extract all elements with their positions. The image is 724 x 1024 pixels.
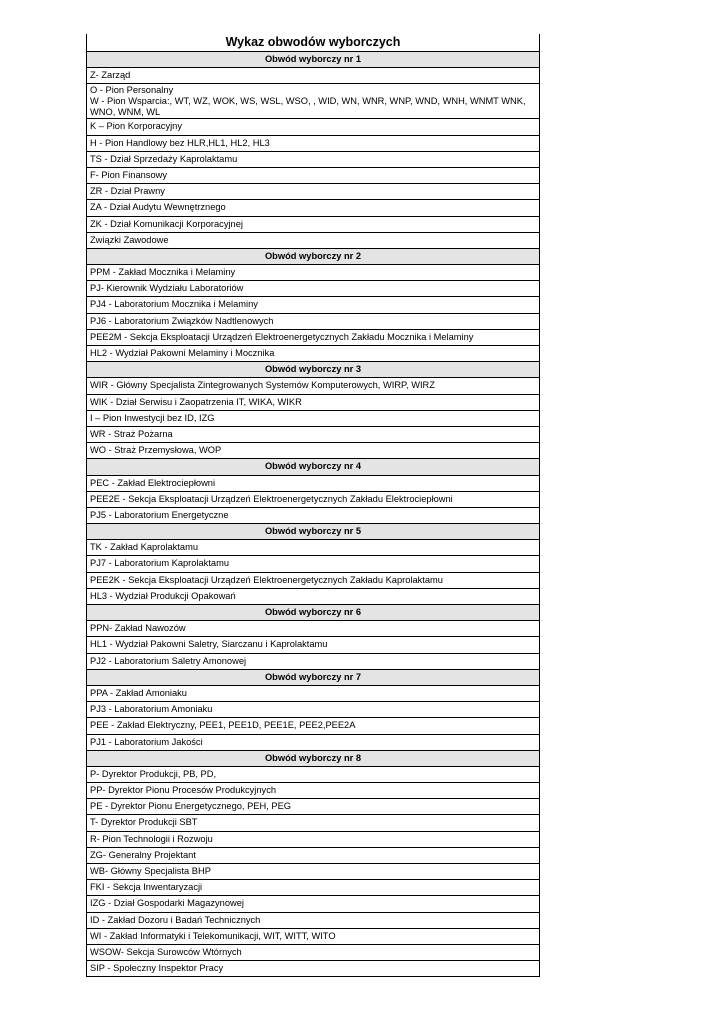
table-row: WR - Straż Pożarna bbox=[87, 427, 539, 443]
table-row: WSOW- Sekcja Surowców Wtórnych bbox=[87, 945, 539, 961]
table-row: K – Pion Korporacyjny bbox=[87, 119, 539, 135]
table-row: TS - Dział Sprzedaży Kaprolaktamu bbox=[87, 152, 539, 168]
district-heading: Obwód wyborczy nr 8 bbox=[87, 751, 539, 767]
table-row: PPM - Zakład Mocznika i Melaminy bbox=[87, 265, 539, 281]
table-row: SIP - Społeczny Inspektor Pracy bbox=[90, 963, 224, 974]
table-row: WI - Zakład Informatyki i Telekomunikacji, WIT, WITT, WITO bbox=[87, 929, 539, 945]
district-heading: Obwód wyborczy nr 6 bbox=[87, 605, 539, 621]
table-row: H - Pion Handlowy bez HLR,HL1, HL2, HL3 bbox=[87, 136, 539, 152]
table-row: FKI - Sekcja Inwentaryzacji bbox=[87, 880, 539, 896]
table-row: PE - Dyrektor Pionu Energetycznego, PEH, PEG bbox=[87, 799, 539, 815]
document-title: Wykaz obwodów wyborczych bbox=[87, 34, 539, 52]
districts-table bbox=[86, 34, 540, 977]
table-row: ID - Zakład Dozoru i Badań Technicznych bbox=[87, 913, 539, 929]
table-row: PJ- Kierownik Wydziału Laboratoriów bbox=[87, 281, 539, 297]
table-row: PJ3 - Laboratorium Amoniaku bbox=[87, 702, 539, 718]
table-row: PEE2K - Sekcja Eksploatacji Urządzeń Elektroenergetycznych Zakładu Kaprolaktamu bbox=[87, 573, 539, 589]
table-row: PEE2E - Sekcja Eksploatacji Urządzeń Elektroenergetycznych Zakładu Elektrociepłowni bbox=[87, 492, 539, 508]
table-row: PP- Dyrektor Pionu Procesów Produkcyjnych bbox=[87, 783, 539, 799]
table-row: TK - Zakład Kaprolaktamu bbox=[87, 540, 539, 556]
table-row: PJ6 - Laboratorium Związków Nadtlenowych bbox=[87, 314, 539, 330]
table-row: PJ1 - Laboratorium Jakości bbox=[87, 735, 539, 751]
district-heading: Obwód wyborczy nr 7 bbox=[87, 670, 539, 686]
table-row: WIK - Dział Serwisu i Zaopatrzenia IT, WIKA, WIKR bbox=[87, 395, 539, 411]
table-row: WB- Główny Specjalista BHP bbox=[87, 864, 539, 880]
table-row: HL2 - Wydział Pakowni Melaminy i Mocznika bbox=[87, 346, 539, 362]
table-row: PJ2 - Laboratorium Saletry Amonowej bbox=[87, 654, 539, 670]
table-row: R- Pion Technologii i Rozwoju bbox=[87, 832, 539, 848]
table-row: PEE - Zakład Elektryczny, PEE1, PEE1D, PEE1E, PEE2,PEE2A bbox=[87, 718, 539, 734]
district-heading: Obwód wyborczy nr 1 bbox=[87, 52, 539, 68]
table-row: HL1 - Wydział Pakowni Saletry, Siarczanu i Kaprolaktamu bbox=[87, 637, 539, 653]
table-body bbox=[87, 52, 539, 976]
table-row: HL3 - Wydział Produkcji Opakowań bbox=[87, 589, 539, 605]
table-row: I – Pion Inwestycji bez ID, IZG bbox=[87, 411, 539, 427]
table-row: F- Pion Finansowy bbox=[87, 168, 539, 184]
table-row: ZG- Generalny Projektant bbox=[87, 848, 539, 864]
district-heading: Obwód wyborczy nr 4 bbox=[87, 459, 539, 475]
table-row: PPN- Zakład Nawozów bbox=[87, 621, 539, 637]
table-row: O - Pion Personalny W - Pion Wsparcia:, WT, WZ, WOK, WS, WSL, WSO, , WID, WN, WNR, WNP, WND, WNH, WNMT WNK, WNO, WNM, WL bbox=[87, 84, 539, 119]
table-row: Związki Zawodowe bbox=[87, 233, 539, 249]
table-row: ZA - Dział Audytu Wewnętrznego bbox=[87, 200, 539, 216]
table-row: PEC - Zakład Elektrociepłowni bbox=[87, 476, 539, 492]
table-row: PEE2M - Sekcja Eksploatacji Urządzeń Elektroenergetycznych Zakładu Mocznika i Melaminy bbox=[87, 330, 539, 346]
table-row: WO - Straż Przemysłowa, WOP bbox=[87, 443, 539, 459]
table-row: PPA - Zakład Amoniaku bbox=[87, 686, 539, 702]
table-row: Z- Zarząd bbox=[87, 68, 539, 84]
table-row: PJ4 - Laboratorium Mocznika i Melaminy bbox=[87, 297, 539, 313]
table-row: PJ7 - Laboratorium Kaprolaktamu bbox=[87, 556, 539, 572]
district-heading: Obwód wyborczy nr 5 bbox=[87, 524, 539, 540]
table-row: P- Dyrektor Produkcji, PB, PD, bbox=[87, 767, 539, 783]
district-heading: Obwód wyborczy nr 2 bbox=[87, 249, 539, 265]
district-heading: Obwód wyborczy nr 3 bbox=[87, 362, 539, 378]
table-row: IZG - Dział Gospodarki Magazynowej bbox=[87, 896, 539, 912]
table-row: WIR - Główny Specjalista Zintegrowanych Systemów Komputerowych, WIRP, WIRZ bbox=[87, 378, 539, 394]
table-row: PJ5 - Laboratorium Energetyczne bbox=[87, 508, 539, 524]
table-row: ZK - Dział Komunikacji Korporacyjnej bbox=[87, 217, 539, 233]
table-row: ZR - Dział Prawny bbox=[87, 184, 539, 200]
table-row: T- Dyrektor Produkcji SBT bbox=[87, 815, 539, 831]
